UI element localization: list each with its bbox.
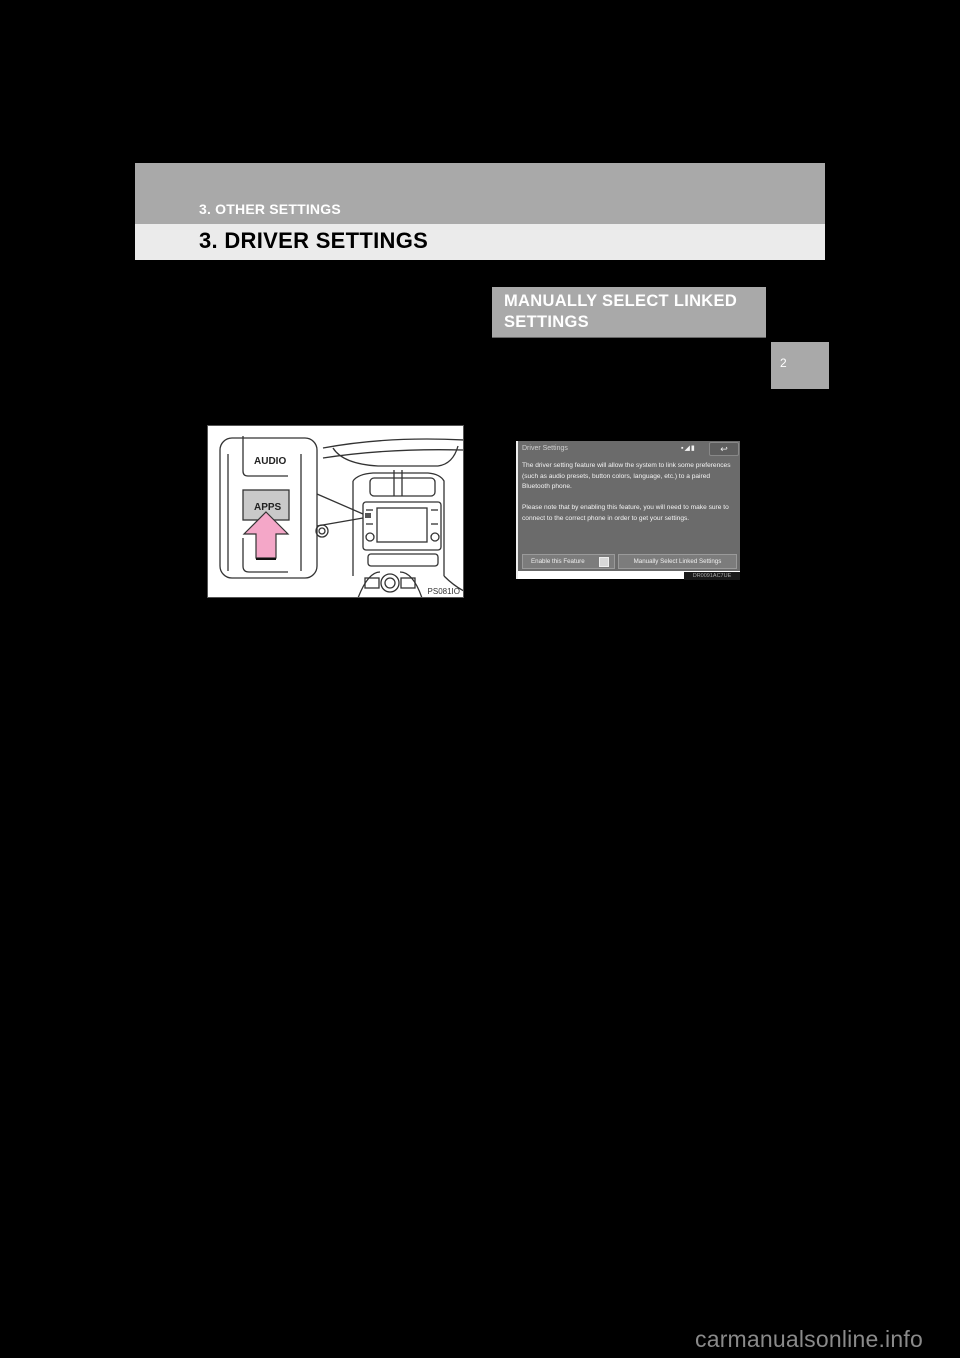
screen-paragraph: The driver setting feature will allow the system to link some preferences (such as audio presets, button colors, language, etc.) to a paired Bluetooth phone.	[522, 462, 731, 490]
signal-battery-icon: ▪◢▮	[681, 445, 696, 452]
section-heading: MANUALLY SELECT LINKED SETTINGS	[504, 292, 738, 331]
chapter-number: 2	[780, 356, 787, 370]
dashboard-drawing	[208, 426, 464, 598]
svg-text:APPS: APPS	[254, 502, 282, 513]
page-title: 3. DRIVER SETTINGS	[199, 228, 429, 253]
screen-title: Driver Settings	[522, 445, 568, 452]
screen-paragraph: Please note that by enabling this feature, you will need to make sure to connect to the correct phone in order to get your settings.	[522, 504, 729, 522]
enable-feature-button[interactable]	[522, 554, 615, 569]
dashboard-illustration	[207, 425, 464, 598]
checkbox-icon[interactable]	[599, 557, 609, 567]
screen-figure-code: DR0091AC7UE	[684, 572, 740, 580]
screen-message	[522, 461, 738, 535]
figure-code: PS081IO	[427, 587, 460, 596]
back-button[interactable]	[709, 442, 739, 456]
section-heading-box	[492, 287, 766, 338]
driver-settings-screen	[516, 441, 740, 579]
manual-select-label: Manually Select Linked Settings	[633, 558, 722, 565]
manually-select-linked-settings-button[interactable]	[618, 554, 737, 569]
chapter-tab[interactable]	[771, 342, 829, 389]
watermark: carmanualsonline.info	[695, 1326, 923, 1352]
audio-button-label: AUDIO	[254, 456, 287, 467]
back-arrow-icon: ↩	[720, 444, 728, 454]
enable-feature-label: Enable this Feature	[531, 558, 585, 565]
subsection-label: 3. OTHER SETTINGS	[199, 201, 341, 217]
